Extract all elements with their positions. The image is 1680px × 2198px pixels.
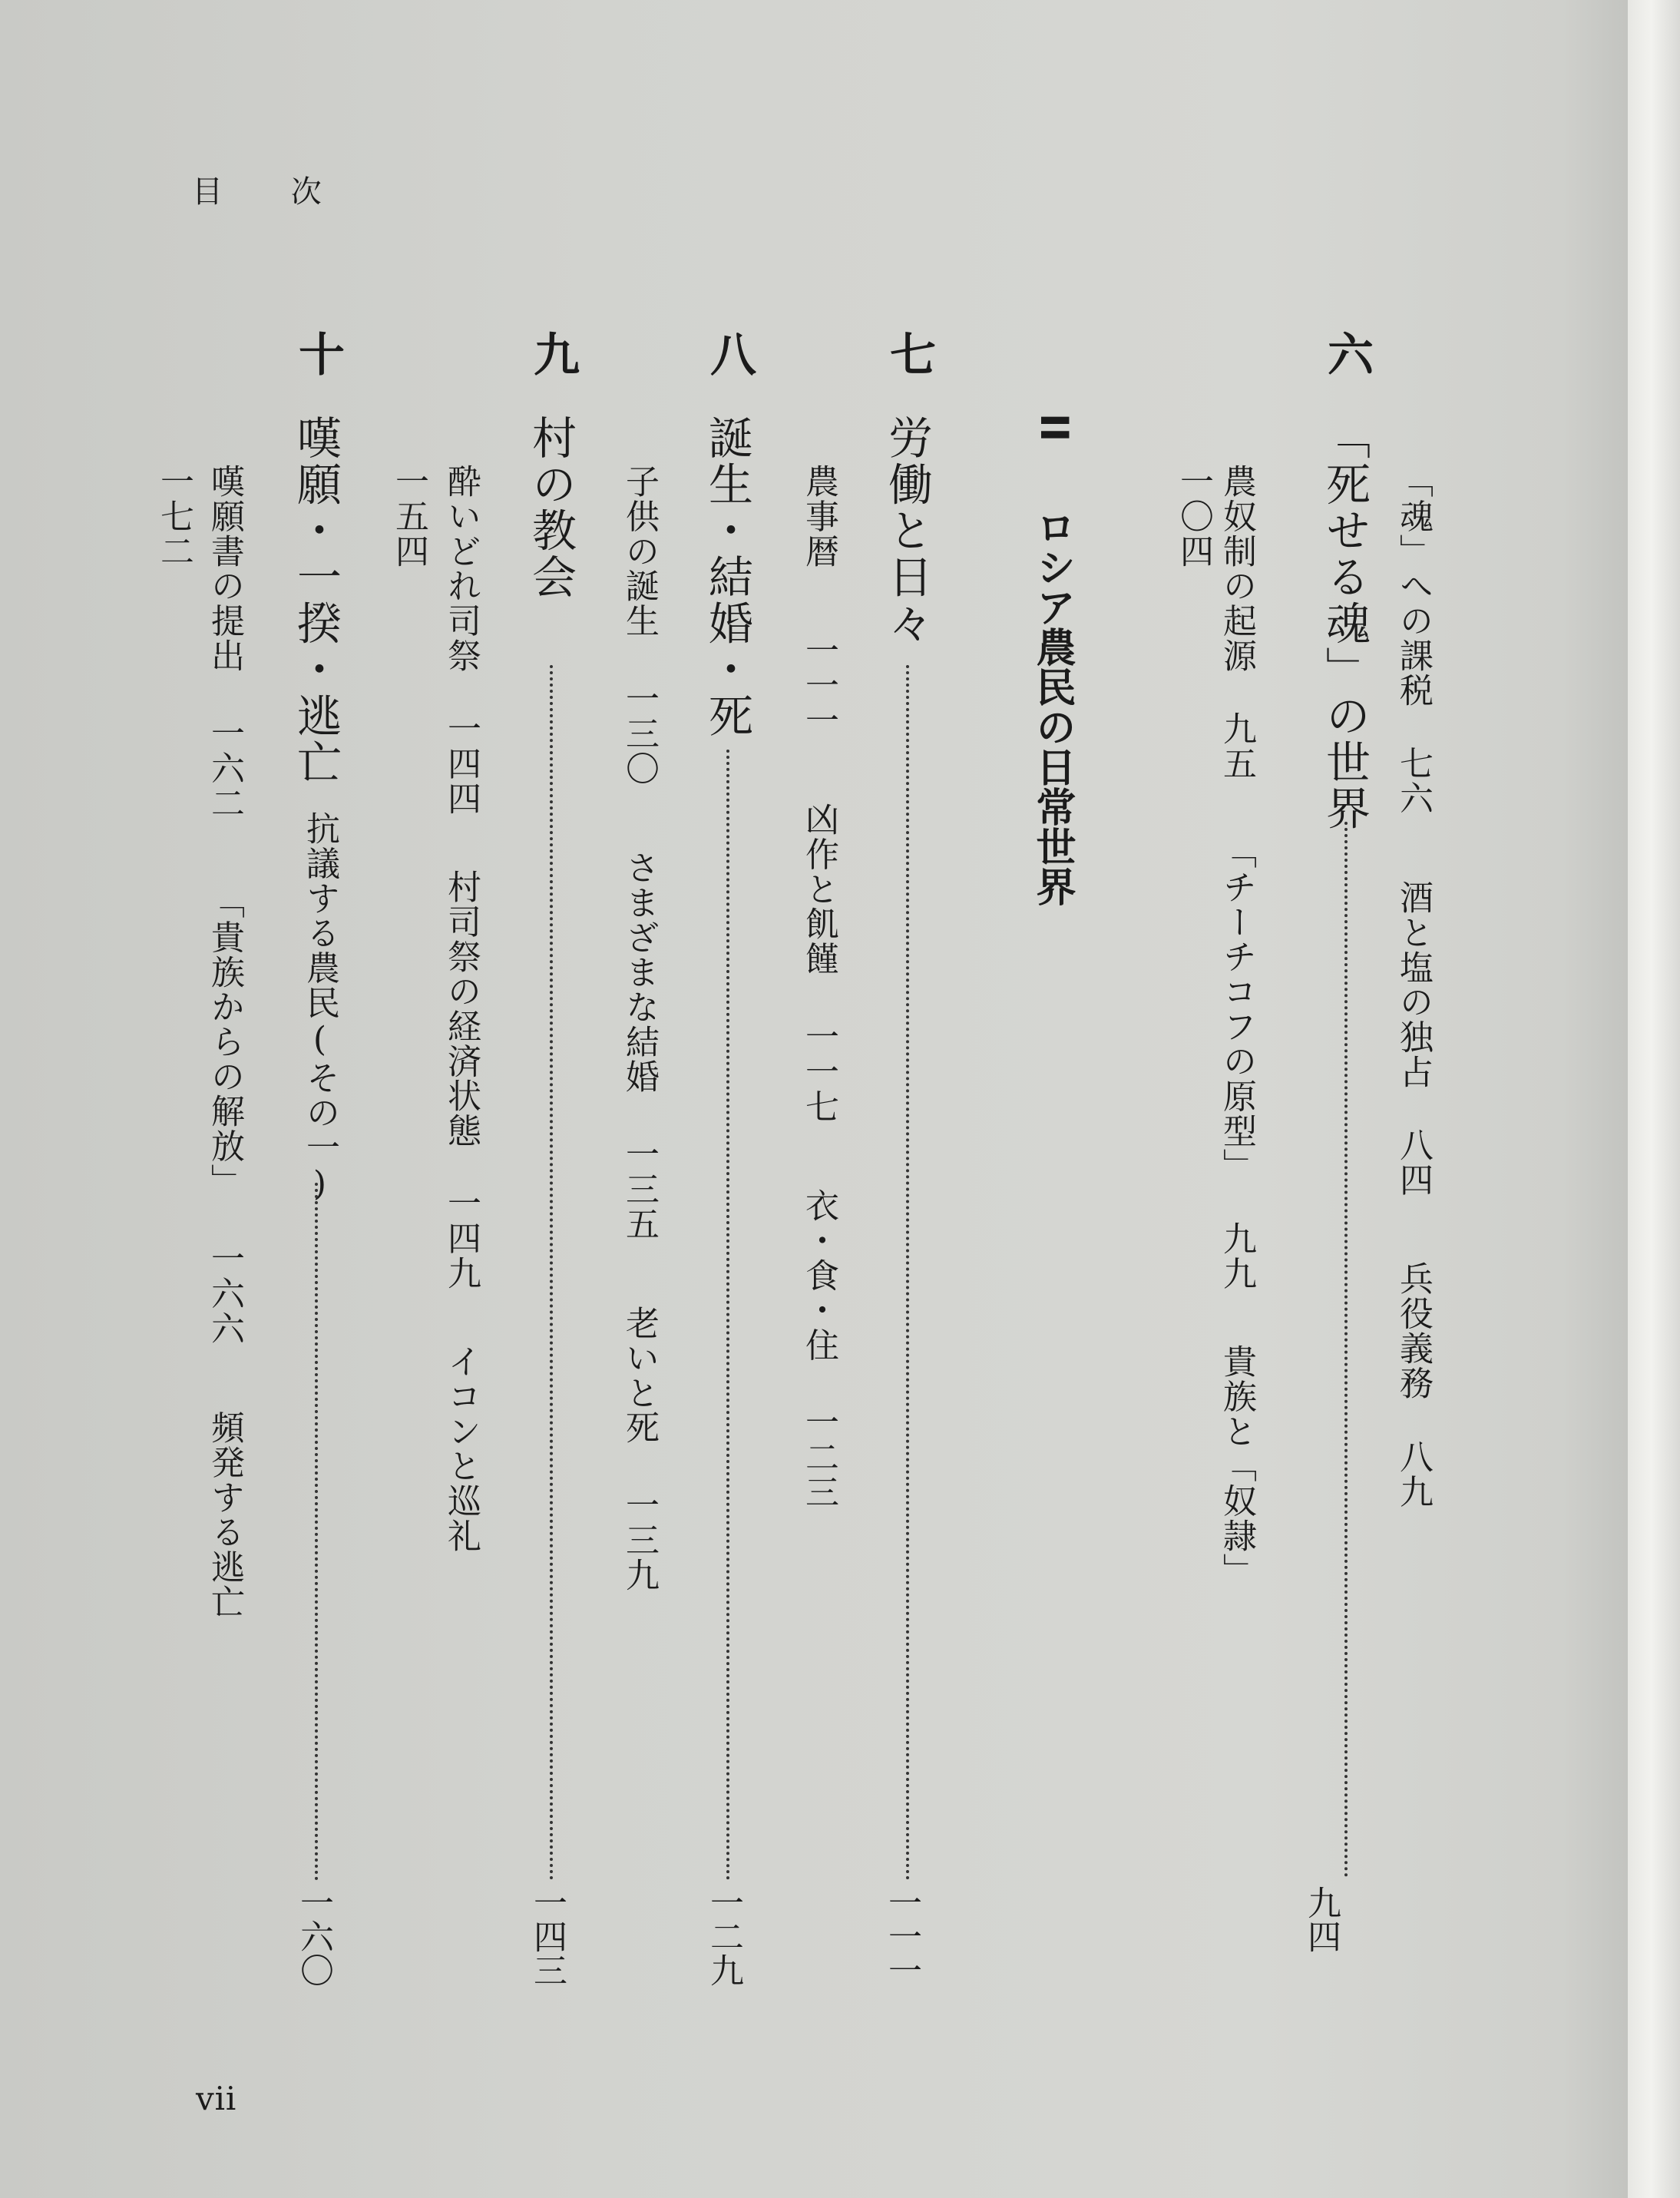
chapter-8-leader-dots xyxy=(726,750,729,1881)
chapter-6-leader-dots xyxy=(1344,822,1348,1878)
section-title: 村司祭の経済状態 xyxy=(441,869,481,1148)
section-page: 一六六 xyxy=(205,1240,244,1346)
section-title: 凶作と飢饉 xyxy=(799,801,838,976)
section-title: 「魂」への課税 xyxy=(1394,464,1433,708)
chapter-10-section-line-1 xyxy=(205,464,244,1619)
chapter-6-number: 六 xyxy=(1320,330,1374,376)
chapter-7-leader-dots xyxy=(906,665,909,1881)
section-page: 一四九 xyxy=(441,1186,481,1291)
chapter-10-title: 嘆願・一揆・逃亡 xyxy=(289,415,342,786)
section-title: 酔いどれ司祭 xyxy=(441,464,481,673)
section-title: 「貴族からの解放」 xyxy=(205,884,244,1198)
page-edge xyxy=(1628,0,1680,2198)
chapter-8-sections xyxy=(620,464,659,1593)
section-title: 兵役義務 xyxy=(1394,1261,1433,1401)
chapter-10-page: 一六〇 xyxy=(294,1885,333,1987)
section-page: 一三九 xyxy=(620,1488,659,1593)
chapter-6-section-line-1 xyxy=(1394,464,1433,1509)
section-title: 農奴制の起源 xyxy=(1217,464,1256,673)
chapter-9-section-line-1 xyxy=(441,464,481,1554)
section-title: 嘆願書の提出 xyxy=(205,464,244,673)
chapter-10-number: 十 xyxy=(291,330,345,376)
section-page: 一三〇 xyxy=(620,680,659,786)
chapter-9-title: 村の教会 xyxy=(524,415,577,601)
section-title: 頻発する逃亡 xyxy=(205,1409,244,1619)
part-2-number: II xyxy=(1032,413,1076,442)
section-page: 一〇四 xyxy=(1174,464,1213,568)
section-page: 七六 xyxy=(1394,746,1433,816)
chapter-9-leader-dots xyxy=(550,665,553,1881)
section-title: さまざまな結婚 xyxy=(620,849,659,1094)
section-page: 一五四 xyxy=(389,464,428,568)
section-page: 八九 xyxy=(1394,1438,1433,1509)
section-title: 衣・食・住 xyxy=(799,1187,838,1362)
chapter-6-page: 九四 xyxy=(1301,1885,1341,1953)
section-page: 一一七 xyxy=(799,1018,838,1124)
chapter-6-title: 「死せる魂」の世界 xyxy=(1318,415,1371,832)
section-page: 一一一 xyxy=(799,632,838,737)
chapter-9-number: 九 xyxy=(526,330,580,376)
chapter-10-subtitle: 抗議する農民(その一) xyxy=(300,811,339,1205)
part-2-title: ロシア農民の日常世界 xyxy=(1029,507,1075,906)
section-page: 八四 xyxy=(1394,1127,1433,1197)
section-title: 「チーチコフの原型」 xyxy=(1217,834,1256,1183)
chapter-7-number: 七 xyxy=(882,330,936,376)
chapter-10-section-line-2 xyxy=(154,464,193,568)
section-title: 子供の誕生 xyxy=(620,464,659,638)
section-title: 酒と塩の独占 xyxy=(1394,879,1433,1089)
section-page: 一四四 xyxy=(441,710,481,816)
section-title: 貴族と「奴隷」 xyxy=(1217,1344,1256,1588)
chapter-10-leader-dots xyxy=(315,1183,318,1881)
chapter-6-section-line-2 xyxy=(1217,464,1256,1588)
section-title: 老いと死 xyxy=(620,1305,659,1445)
chapter-8-page: 一二九 xyxy=(704,1885,743,1987)
chapter-9-section-line-2 xyxy=(389,464,428,568)
chapter-8-number: 八 xyxy=(703,330,756,376)
section-page: 九九 xyxy=(1217,1220,1256,1291)
section-page: 一七二 xyxy=(154,464,193,568)
chapter-8-title: 誕生・結婚・死 xyxy=(701,415,753,740)
section-title: 農事暦 xyxy=(799,464,838,568)
section-title: イコンと巡礼 xyxy=(441,1344,481,1554)
section-page: 九五 xyxy=(1217,710,1256,781)
section-page: 一六二 xyxy=(205,715,244,820)
running-head: 目 次 xyxy=(192,174,351,210)
chapter-7-page: 一一一 xyxy=(882,1885,921,1987)
section-page: 一三五 xyxy=(620,1136,659,1241)
page-folio: vii xyxy=(196,2080,237,2117)
section-page: 一二三 xyxy=(799,1405,838,1510)
chapter-7-sections xyxy=(799,464,838,1510)
chapter-9-page: 一四三 xyxy=(527,1885,567,1987)
chapter-7-title: 労働と日々 xyxy=(881,415,933,647)
chapter-6-section-line-3 xyxy=(1174,464,1213,568)
